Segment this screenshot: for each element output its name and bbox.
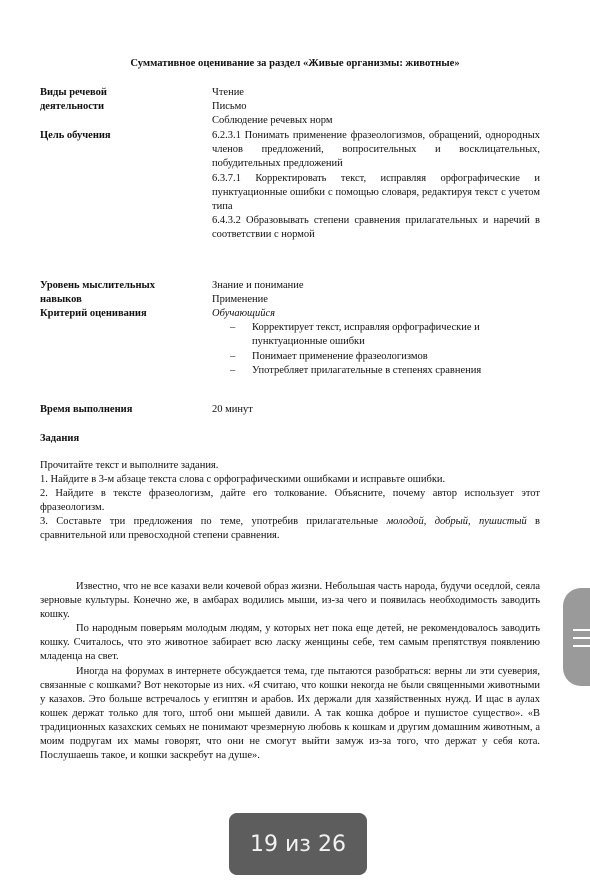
goal-values [212,129,540,243]
task-item-3: 3. Составьте три предложения по теме, употребив прилагательные молодой, добрый, пушистый в сравнительной или превосходной степени сравнения. [40,516,541,541]
activity-value: Соблюдение речевых норм [212,115,333,127]
criteria-values [212,307,540,378]
time-row [40,403,540,419]
criteria-label: Критерий оценивания [40,308,147,319]
criteria-bullet: – Понимает применение фразеологизмов [212,350,540,364]
bullet-dash: – [230,364,236,376]
time-label: Время выполнения [40,404,133,415]
activity-label: Виды речевой деятельности [40,87,107,113]
tasks-heading: Задания [40,433,80,444]
criteria-subtitle: Обучающийся [212,308,276,319]
text-paragraph-1: Известно, что не все казахи вели кочевой образ жизни. Небольшая часть народа, будучи оседлой, сеяла зерновые культуры. Конечно же, в амбарах водились мыши, из-за чего и появилась необходимость заводить кошку. [40,581,540,621]
handle-grip-icon [573,645,590,647]
criteria-bullet: – Употребляет прилагательные в степенях сравнения [212,364,540,378]
activity-row [40,86,540,130]
bullet-dash: – [230,322,236,334]
document-title: Суммативное оценивание за раздел «Живые организмы: животные» [130,58,460,69]
page-indicator[interactable]: 19 из 26 [229,813,367,875]
activity-values [212,86,540,129]
tasks-section [40,432,540,543]
thinking-row [40,279,540,309]
goal-value: 6.4.3.2 Образовывать степени сравнения прилагательных и наречий в соответствии с нормой [212,215,540,241]
goal-row [40,129,540,264]
handle-grip-icon [573,629,590,631]
handle-grip-icon [573,637,590,639]
thinking-values [212,279,540,307]
text-paragraph-2: По народным поверьям молодым людям, у которых нет пока еще детей, не рекомендовалось заводить кошку. Считалось, что это животное забирает всю ласку женщины себе, тем самым препятствуя появлению младенца на свет. [40,623,540,663]
scroll-handle[interactable] [563,588,590,686]
thinking-label: Уровень мыслительных навыков [40,280,155,306]
bullet-dash: – [230,350,236,362]
thinking-value: Применение [212,294,268,306]
thinking-value: Знание и понимание [212,280,304,291]
time-value: 20 минут [212,404,253,415]
reading-text [40,580,540,763]
goal-value: 6.2.3.1 Понимать применение фразеологизмов, обращений, однородных членов предложений, вопросительных и восклицательных, побудительных предложений [212,130,540,170]
task-item-1: 1. Найдите в 3-м абзаце текста слова с орфографическими ошибками и исправьте ошибки. [40,474,446,485]
criteria-row [40,307,540,387]
task-item-2: 2. Найдите в тексте фразеологизм, дайте его толкование. Объясните, почему автор использует этот фразеологизм. [40,488,540,513]
activity-value: Письмо [212,101,247,113]
goal-label: Цель обучения [40,130,111,141]
text-paragraph-3: Иногда на форумах в интернете обсуждается тема, где пытаются разобраться: верны ли эти суеверия, связанные с кошками? Вот некоторые из них. «Я считаю, что кошки некогда не были священными животными у казахов. Это больше встречалось у египтян и арабов. Их держали для хазяйственных нужд. И щас в аулах кошек держат только для того, штоб они мышей давили. А так кошка доброе и пушистое существо». «В традиционных казахских семьях не понимают чрезмерную любовь к кошкам и другим домашним животным, а моим подругам их мамы говорят, что они не смогут выйти замуж из-за того, что держат у себя кота. Послушаешь такое, и кошки заскребут на душе». [40,665,540,762]
tasks-intro: Прочитайте текст и выполните задания. [40,460,219,471]
criteria-bullet: – Корректирует текст, исправляя орфографические и пунктуационные ошибки [230,322,480,348]
activity-value: Чтение [212,87,244,98]
goal-value: 6.3.7.1 Корректировать текст, исправляя орфографические и пунктуационные ошибки с помощью словаря, редактируя текст с учетом типа [212,172,540,213]
